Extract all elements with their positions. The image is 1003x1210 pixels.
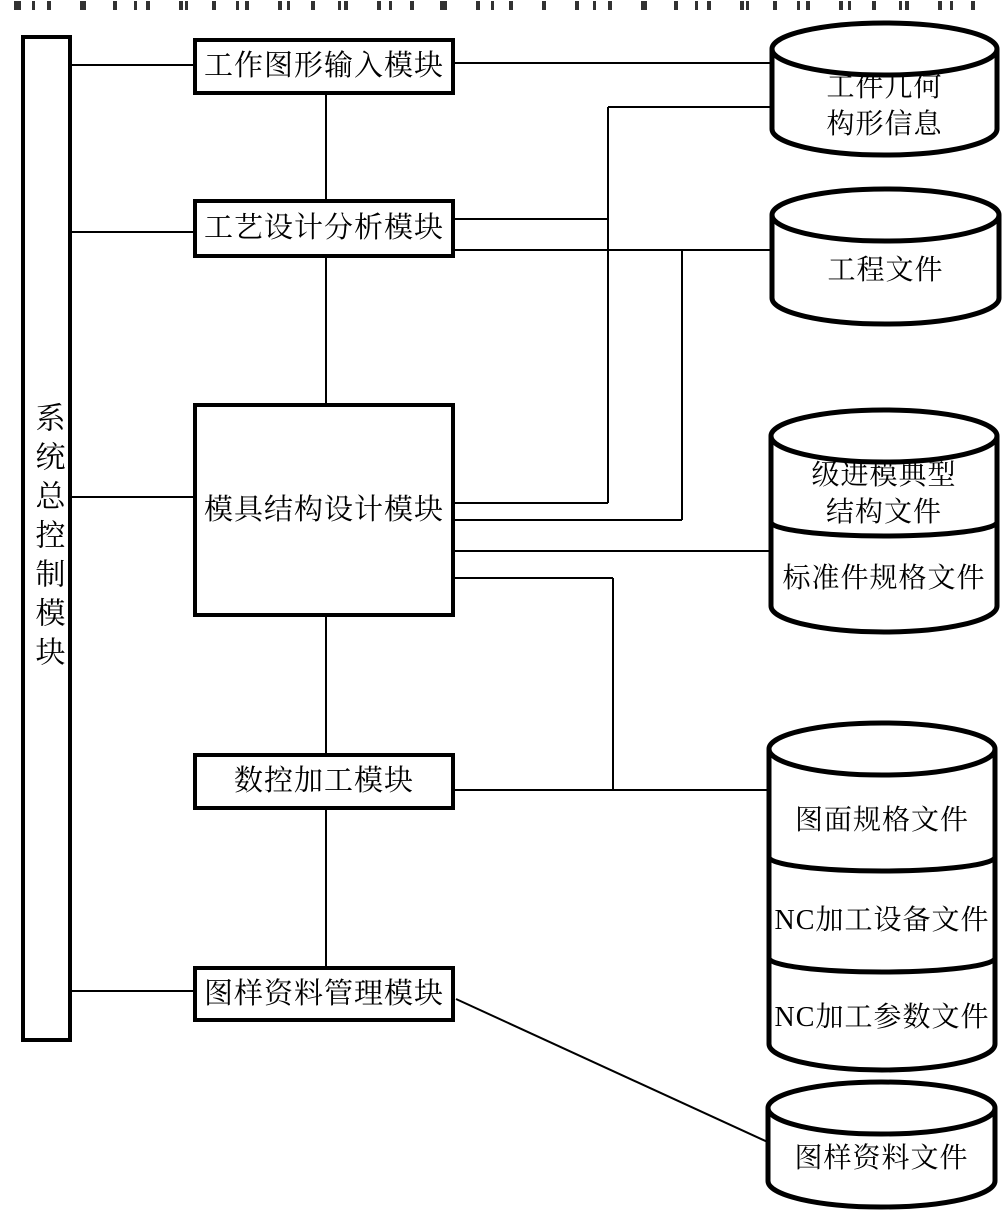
module-box-graphics-input bbox=[193, 38, 455, 95]
connector-module5-datastore5 bbox=[456, 999, 772, 1144]
module-box-drawing-data-management bbox=[193, 966, 455, 1022]
module-label: 数控加工模块 bbox=[233, 765, 414, 797]
module-label: 工艺设计分析模块 bbox=[203, 212, 444, 244]
module-box-die-structure-design bbox=[193, 403, 455, 617]
datastore-label-nc-equipment: NC加工设备文件 bbox=[774, 905, 990, 936]
datastore-label-nc-parameter: NC加工参数文件 bbox=[774, 1002, 990, 1033]
datastore-label-drawing-spec: 图面规格文件 bbox=[794, 805, 969, 836]
controller-box bbox=[21, 35, 72, 1042]
module-label: 图样资料管理模块 bbox=[203, 977, 444, 1010]
module-box-process-design-analysis bbox=[193, 199, 455, 258]
datastore-label-progressive-die-structure: 级进模典型 结构文件 bbox=[811, 460, 957, 528]
module-label: 模具结构设计模块 bbox=[203, 493, 444, 526]
datastore-label-workpiece-geometry: 工件几何 构形信息 bbox=[826, 72, 943, 140]
datastore-label-drawing-data: 图样资料文件 bbox=[794, 1143, 969, 1174]
controller-label: 系统总控制模块 bbox=[30, 402, 64, 675]
module-box-nc-machining bbox=[193, 753, 455, 810]
datastore-label-engineering-file: 工程文件 bbox=[827, 255, 944, 286]
datastore-label-standard-part-spec: 标准件规格文件 bbox=[782, 563, 986, 594]
module-label: 工作图形输入模块 bbox=[203, 50, 444, 82]
